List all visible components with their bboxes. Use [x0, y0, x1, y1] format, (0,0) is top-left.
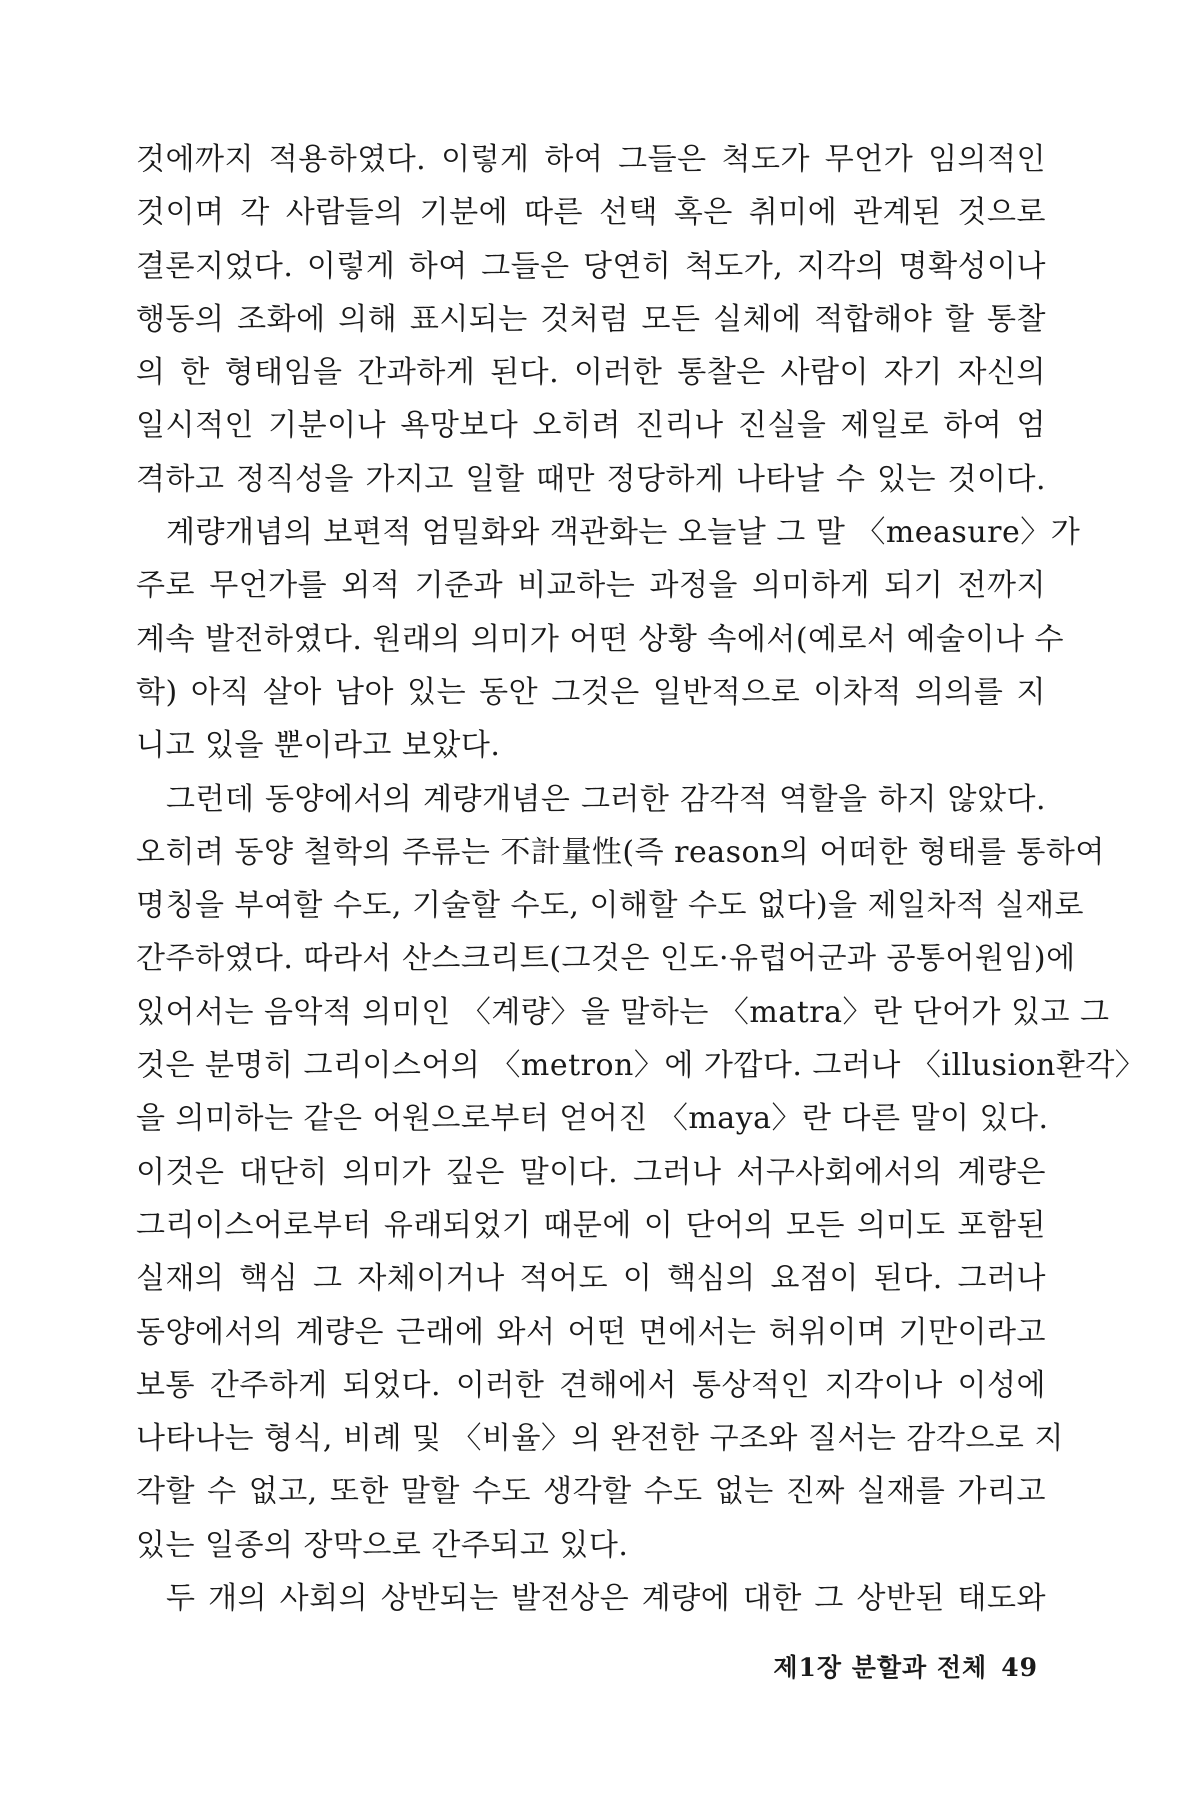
text-line: 결론지었다. 이렇게 하여 그들은 당연히 척도가, 지각의 명확성이나 — [136, 248, 1046, 284]
paragraph-start-line: 두 개의 사회의 상반되는 발전상은 계량에 대한 그 상반된 태도와 — [166, 1581, 1046, 1617]
text-line: 주로 무언가를 외적 기준과 비교하는 과정을 의미하게 되기 전까지 — [136, 568, 1046, 604]
text-line: 있어서는 음악적 의미인 〈계량〉을 말하는 〈matra〉란 단어가 있고 그 — [136, 994, 1110, 1030]
text-line: 것은 분명히 그리이스어의 〈metron〉에 가깝다. 그러나 〈illusion환각〉 — [136, 1048, 1146, 1084]
text-line: 오히려 동양 철학의 주류는 不計量性(즉 reason의 어떠한 형태를 통하여 — [136, 834, 1105, 870]
text-line: 계속 발전하였다. 원래의 의미가 어떤 상황 속에서(예로서 예술이나 수 — [136, 621, 1064, 657]
text-line: 이것은 대단히 의미가 깊은 말이다. 그러나 서구사회에서의 계량은 — [136, 1154, 1046, 1190]
text-line: 행동의 조화에 의해 표시되는 것처럼 모든 실체에 적합해야 할 통찰 — [136, 301, 1046, 337]
text-line: 일시적인 기분이나 욕망보다 오히려 진리나 진실을 제일로 하여 엄 — [136, 408, 1046, 444]
page-number: 49 — [1001, 1653, 1038, 1682]
text-line: 간주하였다. 따라서 산스크리트(그것은 인도·유럽어군과 공통어원임)에 — [136, 941, 1076, 977]
text-line: 보통 간주하게 되었다. 이러한 견해에서 통상적인 지각이나 이성에 — [136, 1367, 1046, 1403]
text-line: 을 의미하는 같은 어원으로부터 얻어진 〈maya〉란 다른 말이 있다. — [136, 1101, 1049, 1137]
paragraph-end-line: 있는 일종의 장막으로 간주되고 있다. — [136, 1527, 629, 1563]
paragraph-start-line: 계량개념의 보편적 엄밀화와 객관화는 오늘날 그 말 〈measure〉가 — [166, 515, 1081, 551]
text-line: 동양에서의 계량은 근래에 와서 어떤 면에서는 허위이며 기만이라고 — [136, 1314, 1046, 1350]
text-line: 격하고 정직성을 가지고 일할 때만 정당하게 나타날 수 있는 것이다. — [136, 461, 1046, 497]
text-line: 의 한 형태임을 간과하게 된다. 이러한 통찰은 사람이 자기 자신의 — [136, 355, 1046, 391]
text-line: 명칭을 부여할 수도, 기술할 수도, 이해할 수도 없다)을 제일차적 실재로 — [136, 888, 1085, 924]
text-line: 학) 아직 살아 남아 있는 동안 그것은 일반적으로 이차적 의의를 지 — [136, 674, 1046, 710]
text-line: 각할 수 없고, 또한 말할 수도 생각할 수도 없는 진짜 실재를 가리고 — [136, 1474, 1046, 1510]
text-line: 그리이스어로부터 유래되었기 때문에 이 단어의 모든 의미도 포함된 — [136, 1207, 1046, 1243]
paragraph-start-line: 그런데 동양에서의 계량개념은 그러한 감각적 역할을 하지 않았다. — [166, 781, 1046, 817]
paragraph-end-line: 니고 있을 뿐이라고 보았다. — [136, 728, 501, 764]
text-line: 것이며 각 사람들의 기분에 따른 선택 혹은 취미에 관계된 것으로 — [136, 195, 1046, 231]
text-line: 나타나는 형식, 비례 및 〈비율〉의 완전한 구조와 질서는 감각으로 지 — [136, 1421, 1064, 1457]
chapter-title: 제1장 분할과 전체 — [773, 1653, 988, 1682]
text-line: 것에까지 적용하였다. 이렇게 하여 그들은 척도가 무언가 임의적인 — [136, 142, 1046, 177]
running-footer — [773, 1648, 1038, 1684]
text-line: 실재의 핵심 그 자체이거나 적어도 이 핵심의 요점이 된다. 그러나 — [136, 1261, 1046, 1297]
body-text — [136, 133, 1146, 1625]
